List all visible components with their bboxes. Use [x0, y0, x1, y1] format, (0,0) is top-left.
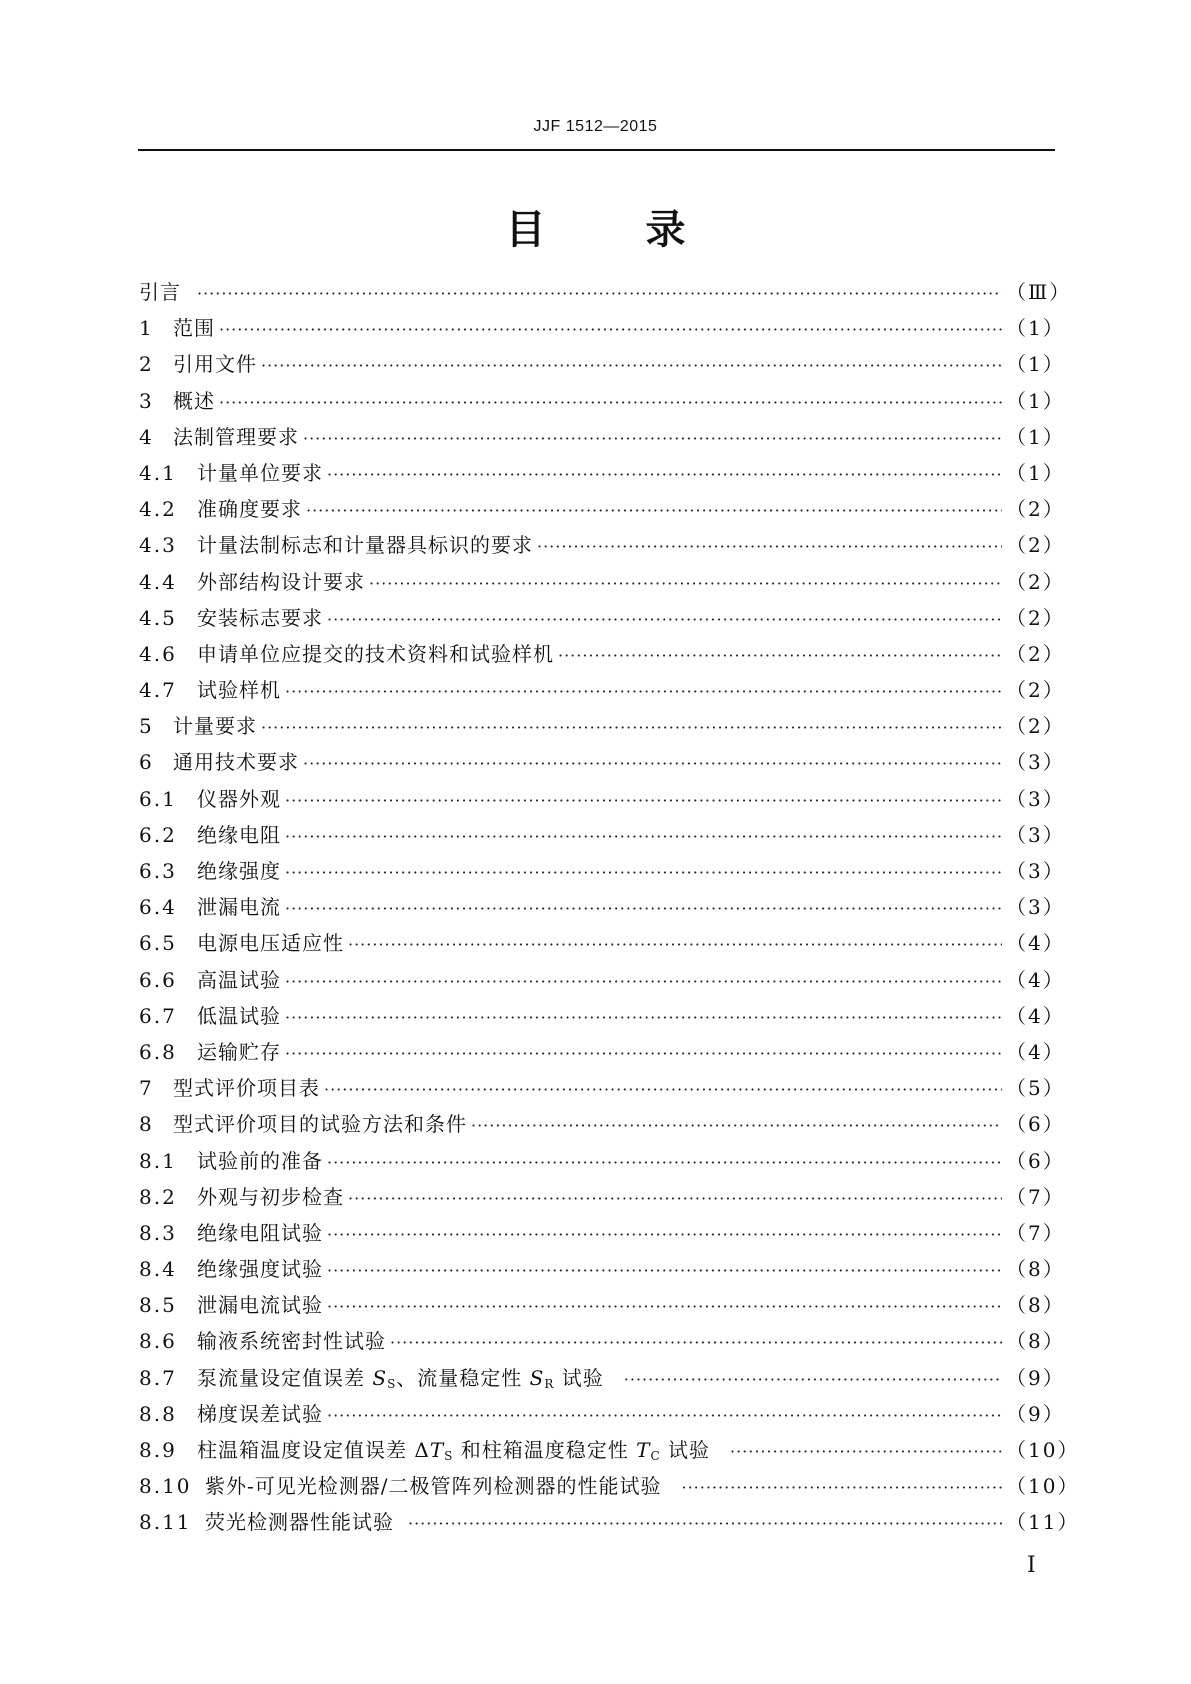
toc-leader-dots [327, 1261, 1002, 1280]
toc-entry-page: （2） [1006, 497, 1065, 522]
toc-leader-dots [219, 393, 1002, 412]
toc-entry-label: 外观与初步检查 [197, 1184, 344, 1209]
toc-entry-page: （3） [1006, 822, 1065, 847]
toc-entry-number: 7 [139, 1076, 154, 1101]
toc-leader-dots [197, 284, 1002, 303]
toc-leader-dots [327, 1153, 1002, 1172]
toc-entry-number: 6.3 [139, 859, 177, 883]
toc-entry-number: 2 [139, 352, 154, 377]
toc-entry[interactable] [139, 1000, 1065, 1036]
toc-entry-label: 紫外-可见光检测器/二极管阵列检测器的性能试验 [205, 1474, 662, 1499]
toc-entry-page: （1） [1006, 352, 1065, 377]
toc-entry-number: 1 [139, 316, 154, 341]
toc-leader-dots [285, 791, 1002, 810]
toc-entry-label: 计量要求 [173, 714, 257, 739]
toc-leader-dots [327, 610, 1002, 629]
toc-entry-label: 试验前的准备 [197, 1148, 323, 1173]
toc-entry-label: 梯度误差试验 [197, 1401, 323, 1426]
toc-entry[interactable] [139, 1217, 1065, 1253]
toc-entry[interactable] [139, 566, 1065, 602]
toc-entry-label: 泄漏电流 [197, 895, 281, 920]
toc-entry-number: 4 [139, 424, 154, 449]
toc-entry-number: 6.5 [139, 931, 177, 956]
toc-entry[interactable] [139, 493, 1065, 529]
toc-entry-page: （5） [1006, 1076, 1065, 1101]
toc-entry-label: 绝缘强度试验 [197, 1257, 323, 1282]
header-rule [138, 149, 1055, 151]
toc-entry-label: 申请单位应提交的技术资料和试验样机 [197, 641, 554, 666]
toc-leader-dots [327, 1297, 1002, 1316]
toc-entry-number: 3 [139, 388, 154, 413]
toc-entry-label: 柱温箱温度设定值误差 $\Delta T_S$ 和柱箱温度稳定性 $T_C$ 试验 [197, 1438, 710, 1463]
toc-entry-number: 6.2 [139, 822, 177, 847]
toc-leader-dots [730, 1442, 1002, 1461]
toc-entry-page: （6） [1006, 1148, 1065, 1173]
toc-entry-number: 6 [139, 750, 154, 775]
toc-leader-dots [306, 501, 1002, 520]
toc-entry-label: 范围 [173, 316, 215, 341]
toc-entry-page: （4） [1006, 967, 1065, 992]
toc-entry-number: 4.1 [139, 460, 177, 485]
toc-entry[interactable] [139, 783, 1065, 819]
toc-entry-page: （4） [1006, 1003, 1065, 1028]
toc-entry-label: 概述 [173, 388, 215, 413]
toc-entry-page: （9） [1006, 1365, 1065, 1390]
toc-entry-number: 8 [139, 1112, 154, 1137]
toc-entry[interactable] [139, 1362, 1065, 1398]
toc-entry[interactable] [139, 1181, 1065, 1217]
toc-entry[interactable] [139, 927, 1065, 963]
toc-entry-number: 8.1 [139, 1148, 177, 1173]
toc-entry-page: （7） [1006, 1220, 1065, 1245]
toc-entry-page: （2） [1006, 678, 1065, 703]
toc-entry-label: 型式评价项目的试验方法和条件 [173, 1112, 467, 1137]
toc-leader-dots [348, 935, 1002, 954]
toc-leader-dots [303, 754, 1002, 773]
toc-entry-label: 低温试验 [197, 1003, 281, 1028]
toc-entry[interactable] [139, 1036, 1065, 1072]
title-char-right: 录 [645, 207, 686, 253]
toc-entry-number: 6.7 [139, 1003, 177, 1028]
toc-entry-page: （3） [1006, 750, 1065, 775]
toc-entry-page: （10） [1006, 1438, 1080, 1462]
toc-entry-label: 计量单位要求 [197, 460, 323, 485]
toc-entry-page: （1） [1006, 424, 1065, 449]
toc-leader-dots [285, 1008, 1002, 1027]
page-folio: I [1027, 1553, 1036, 1578]
toc-entry-number: 6.1 [139, 786, 177, 811]
toc-leader-dots [369, 574, 1002, 593]
toc-entry-page: （9） [1006, 1401, 1065, 1426]
toc-leader-dots [219, 320, 1002, 339]
toc-entry[interactable] [139, 457, 1065, 493]
toc-entry[interactable] [139, 385, 1065, 421]
toc-entry[interactable] [139, 964, 1065, 1000]
toc-leader-dots [285, 1044, 1002, 1063]
toc-leader-dots [348, 1189, 1002, 1208]
toc-leader-dots [682, 1478, 1003, 1497]
toc-entry-page: （1） [1006, 388, 1065, 413]
toc-entry-number: 8.8 [139, 1401, 177, 1426]
toc-entry-number: 8.4 [139, 1257, 177, 1282]
toc-entry-number: 4.2 [139, 497, 177, 522]
toc-entry-label: 通用技术要求 [173, 750, 299, 775]
toc-entry-number: 8.10 [139, 1474, 192, 1499]
toc-entry-page: （2） [1006, 641, 1065, 666]
toc-leader-dots [558, 646, 1002, 665]
toc-entry-page: （2） [1006, 569, 1065, 594]
toc-entry-number: 6.8 [139, 1039, 177, 1064]
toc-entry-label: 试验样机 [197, 678, 281, 703]
toc-leader-dots [327, 465, 1002, 484]
toc-entry[interactable] [139, 891, 1065, 927]
toc-leader-dots [285, 972, 1002, 991]
toc-entry-label: 输液系统密封性试验 [197, 1329, 386, 1354]
toc-entry-page: （1） [1006, 460, 1065, 485]
toc-entry[interactable] [139, 855, 1065, 891]
toc-entry-label: 引言 [139, 280, 181, 304]
toc-entry-page: （Ⅲ） [1006, 280, 1072, 304]
toc-entry-number: 4.5 [139, 605, 177, 630]
toc-entry-number: 4.7 [139, 678, 177, 703]
toc-leader-dots [390, 1333, 1002, 1352]
toc-entry-label: 准确度要求 [197, 497, 302, 522]
toc-entry-page: （1） [1006, 316, 1065, 341]
toc-entry[interactable] [139, 746, 1065, 782]
toc-leader-dots [261, 718, 1002, 737]
toc-entry-number: 6.4 [139, 895, 177, 920]
toc-leader-dots [324, 1080, 1002, 1099]
toc-entry[interactable] [139, 638, 1065, 674]
toc-entry-number: 5 [139, 714, 154, 739]
toc-leader-dots [285, 863, 1002, 882]
toc-entry-page: （2） [1006, 714, 1065, 739]
toc-leader-dots [327, 1225, 1002, 1244]
toc-entry-number: 8.7 [139, 1365, 177, 1390]
toc-entry-page: （4） [1006, 931, 1065, 956]
title-char-left: 目 [505, 207, 546, 253]
toc-leader-dots [408, 1514, 1002, 1533]
toc-entry-page: （7） [1006, 1184, 1065, 1209]
toc-entry-page: （8） [1006, 1257, 1065, 1282]
document-code-header: JJF 1512—2015 [533, 118, 658, 135]
toc-entry[interactable] [139, 276, 1072, 312]
toc-entry[interactable] [139, 1470, 1080, 1506]
toc-entry-page: （3） [1006, 786, 1065, 811]
toc-entry[interactable] [139, 1434, 1080, 1470]
toc-entry-label: 法制管理要求 [173, 424, 299, 449]
toc-entry-number: 8.9 [139, 1438, 177, 1462]
toc-entry-page: （3） [1006, 895, 1065, 920]
toc-entry-page: （6） [1006, 1112, 1065, 1137]
toc-entry-label: 泵流量设定值误差 $S_S$、流量稳定性 $S_R$ 试验 [197, 1365, 604, 1391]
toc-entry-label: 型式评价项目表 [173, 1076, 320, 1101]
toc-entry-label: 外部结构设计要求 [197, 569, 365, 594]
table-of-contents [139, 276, 1080, 1543]
toc-entry[interactable] [139, 312, 1065, 348]
toc-leader-dots [624, 1370, 1002, 1389]
toc-entry-number: 6.6 [139, 967, 177, 992]
toc-entry-number: 8.6 [139, 1329, 177, 1354]
toc-entry-label: 荧光检测器性能试验 [205, 1510, 394, 1535]
toc-entry-page: （2） [1006, 605, 1065, 630]
toc-entry[interactable] [139, 1253, 1065, 1289]
page-title [0, 198, 1191, 255]
toc-entry[interactable] [139, 1506, 1080, 1542]
toc-entry-label: 安装标志要求 [197, 605, 323, 630]
toc-entry-number: 8.2 [139, 1184, 177, 1209]
toc-entry-page: （4） [1006, 1039, 1065, 1064]
toc-entry-label: 计量法制标志和计量器具标识的要求 [197, 533, 533, 558]
toc-entry-label: 电源电压适应性 [197, 931, 344, 956]
toc-entry-number: 4.6 [139, 641, 177, 666]
toc-entry-label: 绝缘强度 [197, 859, 281, 883]
toc-entry-number: 4.3 [139, 533, 177, 558]
toc-entry[interactable] [139, 819, 1065, 855]
toc-leader-dots [303, 429, 1002, 448]
toc-entry-number: 8.3 [139, 1220, 177, 1245]
toc-leader-dots [537, 537, 1002, 556]
toc-leader-dots [285, 827, 1002, 846]
toc-entry-page: （11） [1006, 1510, 1080, 1535]
toc-entry[interactable] [139, 1398, 1065, 1434]
toc-entry-page: （8） [1006, 1293, 1065, 1318]
toc-entry-label: 泄漏电流试验 [197, 1293, 323, 1318]
toc-entry-label: 绝缘电阻 [197, 822, 281, 847]
toc-entry[interactable] [139, 1325, 1065, 1361]
toc-leader-dots [327, 1406, 1002, 1425]
toc-entry-label: 仪器外观 [197, 786, 281, 811]
toc-leader-dots [471, 1116, 1002, 1135]
toc-entry[interactable] [139, 421, 1065, 457]
toc-entry[interactable] [139, 1145, 1065, 1181]
toc-leader-dots [285, 682, 1002, 701]
toc-entry[interactable] [139, 674, 1065, 710]
toc-entry-page: （8） [1006, 1329, 1065, 1354]
toc-entry[interactable] [139, 529, 1065, 565]
toc-entry-page: （2） [1006, 533, 1065, 558]
toc-leader-dots [261, 356, 1002, 375]
toc-entry[interactable] [139, 1072, 1065, 1108]
toc-leader-dots [285, 899, 1002, 918]
toc-entry-number: 8.11 [139, 1510, 192, 1535]
toc-entry-label: 高温试验 [197, 967, 281, 992]
toc-entry-label: 引用文件 [173, 352, 257, 377]
toc-entry-label: 运输贮存 [197, 1039, 281, 1064]
toc-entry[interactable] [139, 348, 1065, 384]
toc-entry[interactable] [139, 602, 1065, 638]
toc-entry-number: 4.4 [139, 569, 177, 594]
toc-entry[interactable] [139, 710, 1065, 746]
toc-entry-page: （10） [1006, 1474, 1080, 1499]
toc-entry[interactable] [139, 1289, 1065, 1325]
toc-entry-number: 8.5 [139, 1293, 177, 1318]
toc-entry-page: （3） [1006, 859, 1065, 883]
toc-entry-label: 绝缘电阻试验 [197, 1220, 323, 1245]
toc-entry[interactable] [139, 1108, 1065, 1144]
